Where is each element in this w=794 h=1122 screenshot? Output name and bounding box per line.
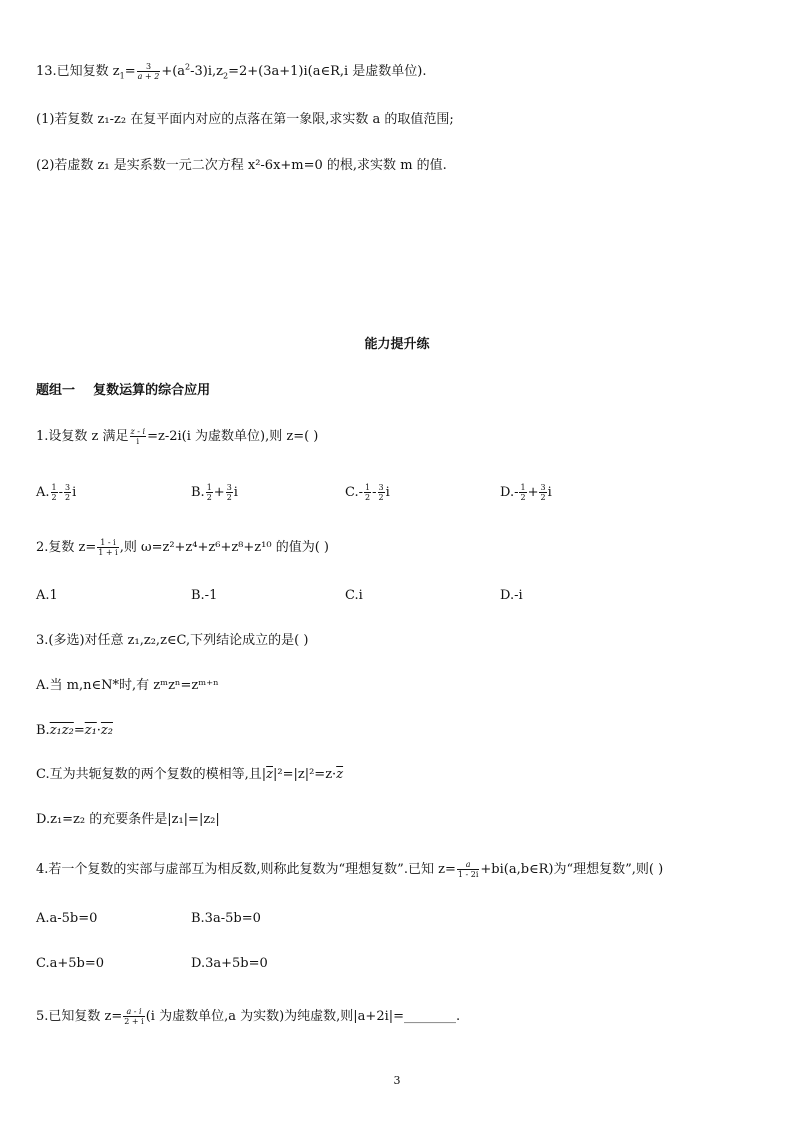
q3-stem: 3.(多选)对任意 z₁,z₂,z∈C,下列结论成立的是( )	[36, 633, 309, 648]
group-title: 题组一 复数运算的综合应用	[36, 383, 211, 398]
q5-fraction: $\frac{a - i}{2 + i}$	[124, 1007, 144, 1026]
q4-fraction: $\frac{a}{1 - 2i}$	[457, 860, 479, 879]
q2-fraction: $\frac{1 - i}{1 + i}$	[98, 538, 118, 557]
q3-option-d[interactable]: D.z₁=z₂ 的充要条件是|z₁|=|z₂|	[36, 812, 220, 827]
q13-stem: 13.已知复数 $z_1=$ $\frac{3}{a + 2}$ $+(a^2-3)i,z_2=2+(3a+1)i(a\in R,i$ 是虚数单位).	[36, 62, 427, 81]
q4-option-b[interactable]: B.3a-5b=0	[191, 911, 261, 926]
q2-option-a[interactable]: A.1	[36, 588, 58, 603]
q1-d-frac2: $\frac{3}{2}$	[540, 483, 546, 502]
q3-option-a[interactable]: A.当 m,n∈N*时,有 zᵐzⁿ=zᵐ⁺ⁿ	[36, 678, 219, 693]
q1-a-frac1: $\frac{1}{2}$	[51, 483, 57, 502]
q13-fraction: $\frac{3}{a + 2}$	[137, 62, 160, 81]
section-title: 能力提升练	[364, 337, 430, 352]
q5-stem: 5.已知复数 z= $\frac{a - i}{2 + i}$ (i 为虚数单位,a 为实数)为纯虚数,则|a+2i|=________.	[36, 1007, 461, 1026]
q1-b-frac1: $\frac{1}{2}$	[206, 483, 212, 502]
q1-option-c[interactable]: C.- $\frac{1}{2}$ - $\frac{3}{2}$ i	[345, 483, 390, 502]
q4-stem: 4.若一个复数的实部与虚部互为相反数,则称此复数为“理想复数”.已知 z= $\frac{a}{1 - 2i}$ +bi(a,b∈R)为“理想复数”,则( )	[36, 860, 664, 879]
q13-part1: (1)若复数 z₁-z₂ 在复平面内对应的点落在第一象限,求实数 a 的取值范围;	[36, 112, 454, 127]
q4-option-c[interactable]: C.a+5b=0	[36, 956, 105, 971]
q1-c-frac2: $\frac{3}{2}$	[378, 483, 384, 502]
q1-fraction: $\frac{z - i}{i}$	[130, 427, 146, 446]
page-number: 3	[393, 1074, 401, 1087]
q4-option-d[interactable]: D.3a+5b=0	[191, 956, 268, 971]
q1-option-b[interactable]: B. $\frac{1}{2}$ + $\frac{3}{2}$ i	[191, 483, 238, 502]
q13-part2: (2)若虚数 z₁ 是实系数一元二次方程 x²-6x+m=0 的根,求实数 m 的值.	[36, 158, 447, 173]
q3-option-c[interactable]: C.互为共轭复数的两个复数的模相等,且$|\overline{z}|^2=|z|^2=z\cdot\overline{z}$	[36, 767, 344, 782]
q2-option-b[interactable]: B.-1	[191, 588, 218, 603]
q2-stem: 2.复数 z= $\frac{1 - i}{1 + i}$ ,则 ω=z²+z⁴+z⁶+z⁸+z¹⁰ 的值为( )	[36, 538, 329, 557]
q3-option-b[interactable]: B.z₁z₂=z₁·z₂	[36, 723, 113, 738]
q1-b-frac2: $\frac{3}{2}$	[226, 483, 232, 502]
q2-option-d[interactable]: D.-i	[500, 588, 523, 603]
q1-a-frac2: $\frac{3}{2}$	[65, 483, 71, 502]
q1-d-frac1: $\frac{1}{2}$	[520, 483, 526, 502]
q1-c-frac1: $\frac{1}{2}$	[365, 483, 371, 502]
q1-option-d[interactable]: D.- $\frac{1}{2}$ + $\frac{3}{2}$ i	[500, 483, 552, 502]
q2-option-c[interactable]: C.i	[345, 588, 363, 603]
q1-option-a[interactable]: A. $\frac{1}{2}$ - $\frac{3}{2}$ i	[36, 483, 77, 502]
q1-stem: 1.设复数 z 满足 $\frac{z - i}{i}$ =z-2i(i 为虚数单位),则 z=( )	[36, 427, 319, 446]
q4-option-a[interactable]: A.a-5b=0	[36, 911, 98, 926]
